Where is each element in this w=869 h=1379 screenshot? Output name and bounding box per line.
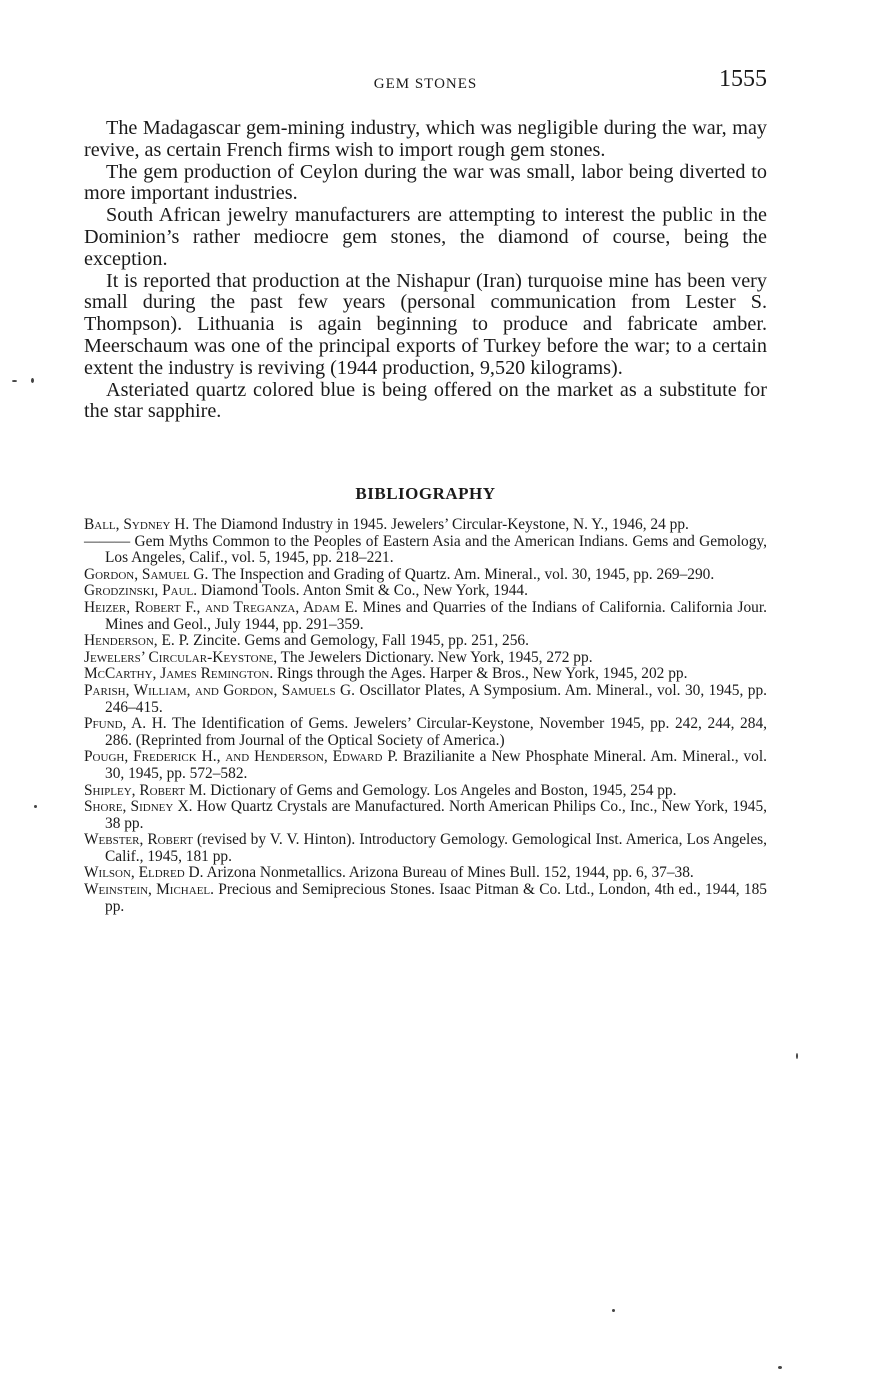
bibliography-text: Precious and Semiprecious Stones. Isaac Pitman & Co. Ltd., London, 4th ed., 1944, 185 pp. — [105, 881, 767, 915]
bibliography-entry — [84, 517, 767, 534]
bibliography-text: Mines and Quarries of the Indians of California. California Jour. Mines and Geol., July 1944, pp. 291–359. — [105, 598, 767, 633]
bibliography-text: How Quartz Crystals are Manufactured. North American Philips Co., Inc., New York, 1945, 38 pp. — [105, 798, 767, 832]
bibliography-author: Pough, Frederick H., and Henderson, Edward P. — [84, 748, 399, 766]
bibliography-text: The Inspection and Grading of Quartz. Am. Mineral., vol. 30, 1945, pp. 269–290. — [208, 565, 715, 583]
bibliography-entry — [84, 650, 767, 667]
scan-speck — [34, 805, 37, 808]
bibliography-text: Dictionary of Gems and Gemology. Los Angeles and Boston, 1945, 254 pp. — [206, 781, 677, 799]
paragraph: South African jewelry manufacturers are attempting to interest the public in the Dominion’s rather mediocre gem stones, the diamond of course, being the exception. — [84, 204, 767, 270]
scan-speck — [796, 1053, 798, 1059]
scan-speck — [12, 380, 17, 382]
bibliography-entry — [84, 865, 767, 882]
running-title: GEM STONES — [373, 76, 478, 92]
paragraph: It is reported that production at the Nishapur (Iran) turquoise mine has been very small during the past few years (personal communication from Lester S. Thompson). Lithuania is again beginning to produce and fabricate amber. Meerschaum was one of the principal exports of Turkey before the war; to a certain extent the industry is reviving (1944 production, 9,520 kilograms). — [84, 269, 767, 379]
bibliography-text: Rings through the Ages. Harper & Bros., New York, 1945, 202 pp. — [273, 665, 688, 683]
bibliography-author: Weinstein, Michael. — [84, 881, 214, 899]
bibliography-entry — [84, 683, 767, 716]
bibliography-author: Gordon, Samuel G. — [84, 565, 209, 583]
bibliography-author: Heizer, Robert F., and Treganza, Adam E. — [84, 598, 358, 616]
bibliography-author: Ball, Sydney H. — [84, 516, 190, 533]
bibliography-author: Pfund, A. H. — [84, 715, 167, 733]
bibliography-author: McCarthy, James Remington. — [84, 665, 274, 683]
bibliography-heading: BIBLIOGRAPHY — [355, 484, 496, 503]
scan-speck — [31, 378, 34, 383]
bibliography-entry — [84, 534, 767, 567]
paragraph: Asteriated quartz colored blue is being offered on the market as a substitute for the star sapphire. — [84, 378, 767, 423]
bibliography-author: Shore, Sidney X. — [84, 798, 193, 816]
bibliography-list — [84, 517, 767, 915]
page-number: 1555 — [719, 66, 767, 92]
bibliography-text: The Identification of Gems. Jewelers’ Circular-Keystone, November 1945, pp. 242, 244, 284, 286. (Reprinted from Journal of the Optical Society of America.) — [105, 715, 767, 749]
bibliography-text: Arizona Nonmetallics. Arizona Bureau of Mines Bull. 152, 1944, pp. 6, 37–38. — [203, 864, 694, 882]
bibliography-entry — [84, 583, 767, 600]
bibliography-entry — [84, 882, 767, 915]
paragraph: The gem production of Ceylon during the war was small, labor being diverted to more important industries. — [84, 160, 767, 205]
bibliography-text: Diamond Tools. Anton Smit & Co., New York, 1944. — [197, 582, 528, 600]
bibliography-text: Brazilianite a New Phosphate Mineral. Am. Mineral., vol. 30, 1945, pp. 572–582. — [105, 748, 767, 782]
bibliography-entry — [84, 716, 767, 749]
bibliography-text: (revised by V. V. Hinton). Introductory Gemology. Gemological Inst. America, Los Angeles, Calif., 1945, 181 pp. — [105, 831, 767, 865]
bibliography-entry — [84, 666, 767, 683]
bibliography-text: The Diamond Industry in 1945. Jewelers’ Circular-Keystone, N. Y., 1946, 24 pp. — [189, 516, 689, 533]
bibliography-text: Oscillator Plates, A Symposium. Am. Mineral., vol. 30, 1945, pp. 246–415. — [105, 681, 768, 716]
bibliography-text: Gem Myths Common to the Peoples of Eastern Asia and the American Indians. Gems and Gemology, Los Angeles, Calif., vol. 5, 1945, pp. 218–221. — [105, 532, 767, 567]
bibliography-author: ——— — [84, 532, 131, 550]
scan-speck — [778, 1366, 782, 1369]
scan-speck — [612, 1309, 615, 1312]
bibliography-entry — [84, 749, 767, 782]
bibliography-author: Grodzinski, Paul. — [84, 582, 198, 600]
bibliography-entry — [84, 600, 767, 633]
body-text — [84, 118, 767, 423]
running-head — [84, 66, 767, 102]
bibliography-entry — [84, 799, 767, 832]
bibliography-author: Shipley, Robert M. — [84, 781, 207, 799]
bibliography-entry — [84, 832, 767, 865]
bibliography-text: Zincite. Gems and Gemology, Fall 1945, pp. 251, 256. — [189, 632, 529, 650]
paragraph: The Madagascar gem-mining industry, which was negligible during the war, may revive, as certain French firms wish to import rough gem stones. — [84, 117, 767, 161]
bibliography-entry — [84, 633, 767, 650]
bibliography-author: Wilson, Eldred D. — [84, 864, 204, 882]
bibliography-author: Jewelers’ Circular-Keystone, — [84, 648, 278, 666]
bibliography-author: Parish, William, and Gordon, Samuels G. — [84, 681, 356, 699]
bibliography-text: The Jewelers Dictionary. New York, 1945, 272 pp. — [277, 648, 593, 666]
bibliography-author: Henderson, E. P. — [84, 632, 190, 650]
bibliography-author: Webster, Robert — [84, 831, 194, 849]
bibliography-entry — [84, 783, 767, 800]
bibliography-entry — [84, 567, 767, 584]
